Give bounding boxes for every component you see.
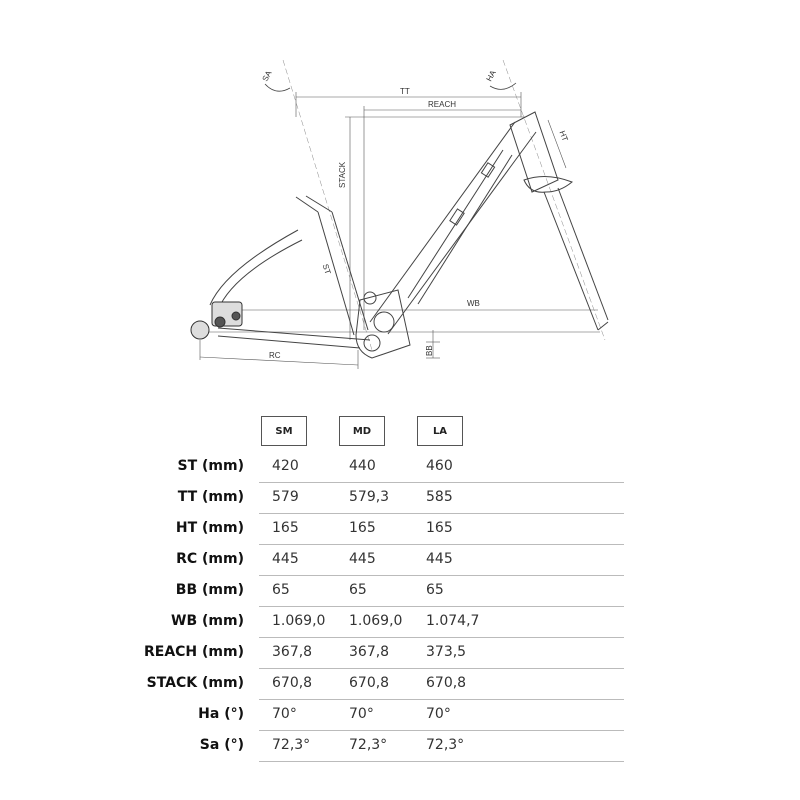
row-label: TT (mm) (177, 489, 244, 505)
table-row (0, 513, 800, 544)
table-row (0, 482, 800, 513)
cell-sm: 65 (272, 582, 290, 598)
table-row (0, 668, 800, 699)
cell-sm: 1.069,0 (272, 613, 326, 629)
dimension-lines (200, 92, 600, 369)
row-label: HT (mm) (175, 520, 244, 536)
table-row (0, 575, 800, 606)
table-row (0, 730, 800, 761)
label-ht: HT (557, 129, 570, 143)
cell-md: 670,8 (349, 675, 390, 691)
cell-md: 72,3° (349, 737, 388, 753)
cell-sm: 165 (272, 520, 299, 536)
row-label: BB (mm) (175, 582, 244, 598)
cell-sm: 579 (272, 489, 299, 505)
table-row (0, 606, 800, 637)
cell-la: 72,3° (426, 737, 465, 753)
row-label: WB (mm) (171, 613, 244, 629)
cell-la: 670,8 (426, 675, 467, 691)
cell-sm: 72,3° (272, 737, 311, 753)
label-bb: BB (425, 345, 434, 356)
cell-sm: 670,8 (272, 675, 313, 691)
table-row (0, 699, 800, 730)
cell-sm: 70° (272, 706, 297, 722)
cell-md: 70° (349, 706, 374, 722)
bike-frame (210, 112, 608, 358)
size-header-md: MD (339, 416, 385, 446)
cell-la: 65 (426, 582, 444, 598)
cell-md: 65 (349, 582, 367, 598)
cell-sm: 445 (272, 551, 299, 567)
cell-md: 579,3 (349, 489, 390, 505)
cell-la: 70° (426, 706, 451, 722)
label-st: ST (320, 262, 333, 276)
cell-la: 585 (426, 489, 453, 505)
label-rc: RC (269, 351, 281, 360)
cell-md: 445 (349, 551, 376, 567)
row-label: ST (mm) (177, 458, 244, 474)
cell-la: 1.074,7 (426, 613, 480, 629)
cell-md: 1.069,0 (349, 613, 403, 629)
row-label: Sa (°) (199, 737, 244, 753)
label-ha: HA (484, 68, 498, 83)
row-label: STACK (mm) (146, 675, 244, 691)
cell-md: 367,8 (349, 644, 390, 660)
cell-la: 445 (426, 551, 453, 567)
row-label: REACH (mm) (143, 644, 244, 660)
row-label: RC (mm) (176, 551, 244, 567)
label-sa: SA (260, 69, 274, 83)
cell-sm: 367,8 (272, 644, 313, 660)
angle-arcs (265, 83, 516, 91)
table-row (0, 451, 800, 482)
size-header-la: LA (417, 416, 463, 446)
label-tt: TT (400, 87, 410, 96)
label-reach: REACH (428, 100, 457, 109)
cell-la: 460 (426, 458, 453, 474)
cell-sm: 420 (272, 458, 299, 474)
table-row (0, 544, 800, 575)
rear-dropout-brake (191, 302, 242, 339)
table-row (0, 637, 800, 668)
cell-la: 165 (426, 520, 453, 536)
dimension-labels (261, 68, 570, 360)
cell-md: 165 (349, 520, 376, 536)
size-header-sm: SM (261, 416, 307, 446)
cell-md: 440 (349, 458, 376, 474)
label-stack: STACK (338, 161, 347, 188)
label-wb: WB (467, 299, 480, 308)
row-label: Ha (°) (198, 706, 244, 722)
cell-la: 373,5 (426, 644, 467, 660)
row-divider (259, 761, 624, 762)
